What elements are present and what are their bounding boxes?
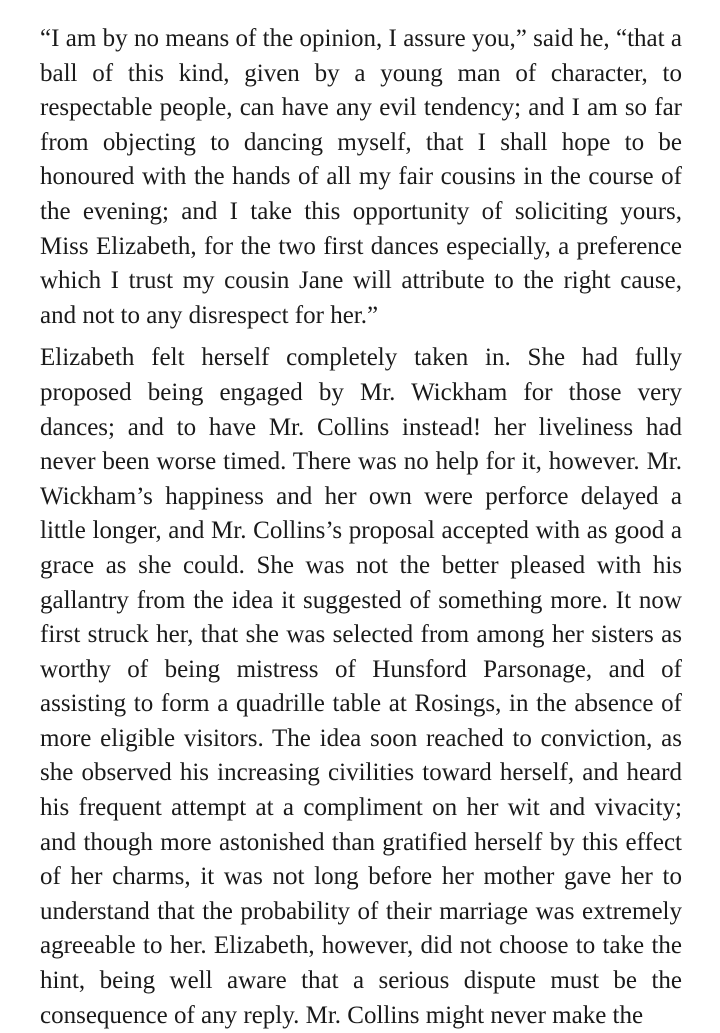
paragraph-2: Elizabeth felt herself completely taken in. She had fully proposed being engaged by Mr. Wickham for those very dances; and to have Mr. Collins instead! her liveliness had never been worse timed. There was no help for it, however. Mr. Wickham’s happiness and her own were perforce delayed a little longer, and Mr. Collins’s proposal accepted with as good a grace as she could. She was not the better pleased with his gallantry from the idea it suggested of something more. It now first struck her, that she was selected from among her sisters as worthy of being mistress of Hunsford Parsonage, and of assisting to form a quadrille table at Rosings, in the absence of more eligible visitors. The idea soon reached to conviction, as she observed his increasing civilities toward herself, and heard his frequent attempt at a compliment on her wit and vivacity; and though more astonished than gratified herself by this effect of her charms, it was not long before her mother gave her to understand that the probability of their marriage was extremely agreeable to her. Elizabeth, however, did not choose to take the hint, being well aware that a serious dispute must be the consequence of any reply. Mr. Collins might never make the xyxy=(40,344,682,1029)
document-page xyxy=(40,22,682,1033)
paragraph-1: “I am by no means of the opinion, I assure you,” said he, “that a ball of this kind, given by a young man of character, to respectable people, can have any evil tendency; and I am so far from objecting to dancing myself, that I shall hope to be honoured with the hands of all my fair cousins in the course of the evening; and I take this opportunity of soliciting yours, Miss Elizabeth, for the two first dances especially, a preference which I trust my cousin Jane will attribute to the right cause, and not to any disrespect for her.” xyxy=(40,25,682,329)
